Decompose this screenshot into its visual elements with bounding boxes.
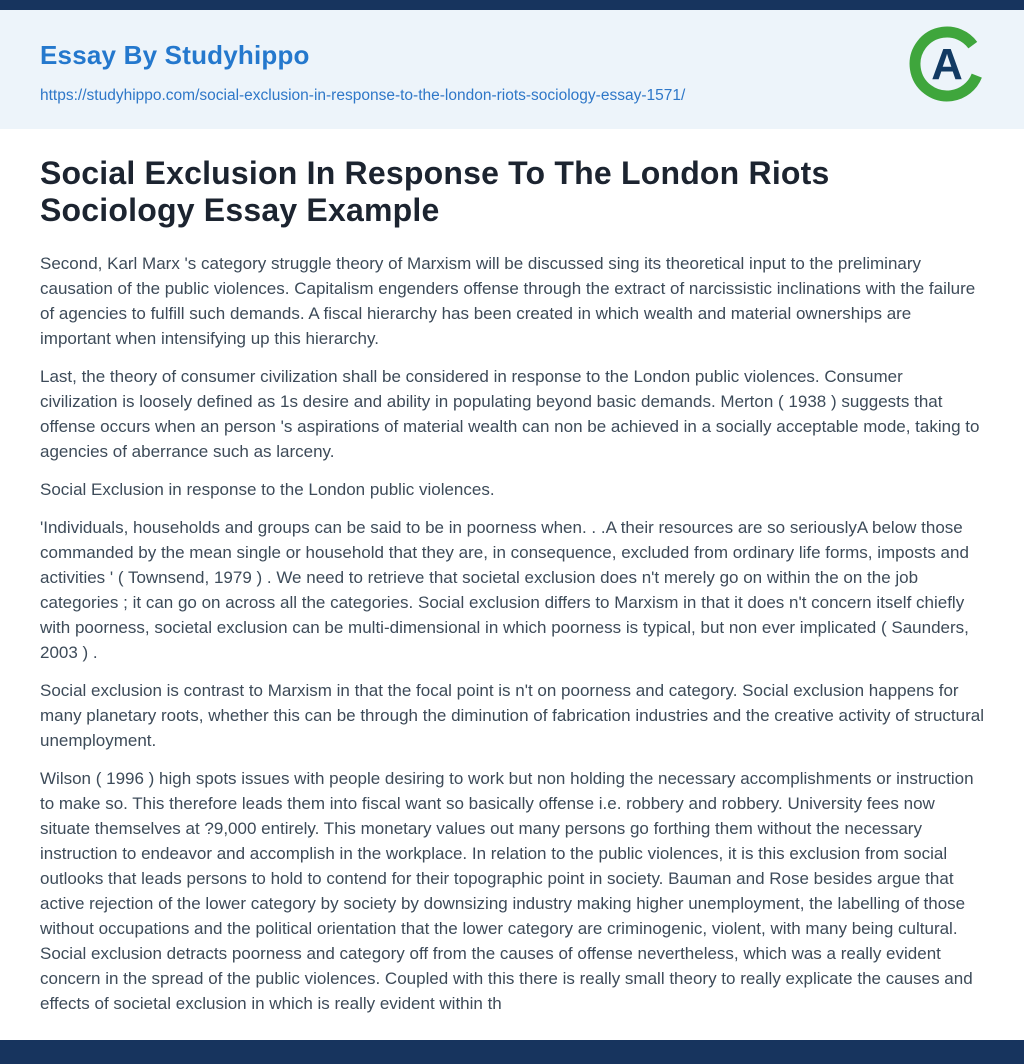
essay-content: [0, 129, 1024, 1040]
essay-paragraph: Social Exclusion in response to the London public violences.: [40, 479, 495, 499]
logo-ring-icon: [908, 25, 986, 103]
bottom-bar: [0, 1040, 1024, 1064]
essay-paragraph: Second, Karl Marx 's category struggle theory of Marxism will be discussed sing its theoretical input to the preliminary causation of the public violences. Capitalism engenders offense through the extract of narcissistic inclinations with the failure of agencies to fulfill such demands. A fiscal hierarchy has been created in which wealth and material ownerships are important when intensifying up this hierarchy.: [40, 253, 976, 348]
page-header: [0, 10, 1024, 129]
essay-paragraph: Last, the theory of consumer civilization shall be considered in response to the London public violences. Consumer civilization is loosely defined as 1s desire and ability in populating beyond basic demands. Merton ( 1938 ) suggests that offense occurs when an person 's aspirations of material wealth can non be achieved in a socially acceptable mode, taking to agencies of aberrance such as larceny.: [40, 366, 980, 461]
essay-paragraph: Wilson ( 1996 ) high spots issues with people desiring to work but non holding the necessary accomplishments or instruction to make so. This therefore leads them into fiscal want so basically offense i.e. robbery and robbery. University fees now situate themselves at ?9,000 entirely. This monetary values out many persons go forthing them without the necessary instruction to endeavor and accomplish in the workplace. In relation to the public violences, it is this exclusion from social outlooks that leads persons to hold to contend for their topographic point in society. Bauman and Rose besides argue that active rejection of the lower category by society by downsizing industry making higher unemployment, the labelling of those without occupations and the political orientation that the lower category are criminogenic, violent, with many being cultural. Social exclusion detracts poorness and category off from the causes of offense nevertheless, which was a really evident concern in the spread of the public violences. Coupled with this there is really small theory to really explicate the causes and effects of societal exclusion in which is really evident within th: [40, 768, 974, 1013]
logo-letter: A: [931, 39, 963, 89]
essay-paragraph: Social exclusion is contrast to Marxism in that the focal point is n't on poorness and category. Social exclusion happens for many planetary roots, whether this can be through the diminution of fabrication industries and the creative activity of structural unemployment.: [40, 680, 984, 750]
essay-body: [40, 251, 984, 1016]
top-accent-bar: [0, 0, 1024, 10]
site-title: Essay By Studyhippo: [40, 40, 310, 70]
source-url-link[interactable]: https://studyhippo.com/social-exclusion-in-response-to-the-london-riots-sociology-essay-1571/: [40, 87, 686, 104]
studyhippo-logo[interactable]: [908, 25, 986, 103]
essay-title: Social Exclusion In Response To The London Riots Sociology Essay Example: [40, 155, 830, 228]
essay-paragraph: 'Individuals, households and groups can be said to be in poorness when. . .A their resources are so seriouslyA below those commanded by the mean single or household that they are, in consequence, excluded from ordinary life forms, imposts and activities ' ( Townsend, 1979 ) . We need to retrieve that societal exclusion does n't merely go on within the on the job categories ; it can go on across all the categories. Social exclusion differs to Marxism in that it does n't concern itself chiefly with poorness, societal exclusion can be multi-dimensional in which poorness is typical, but non ever implicated ( Saunders, 2003 ) .: [40, 517, 969, 662]
